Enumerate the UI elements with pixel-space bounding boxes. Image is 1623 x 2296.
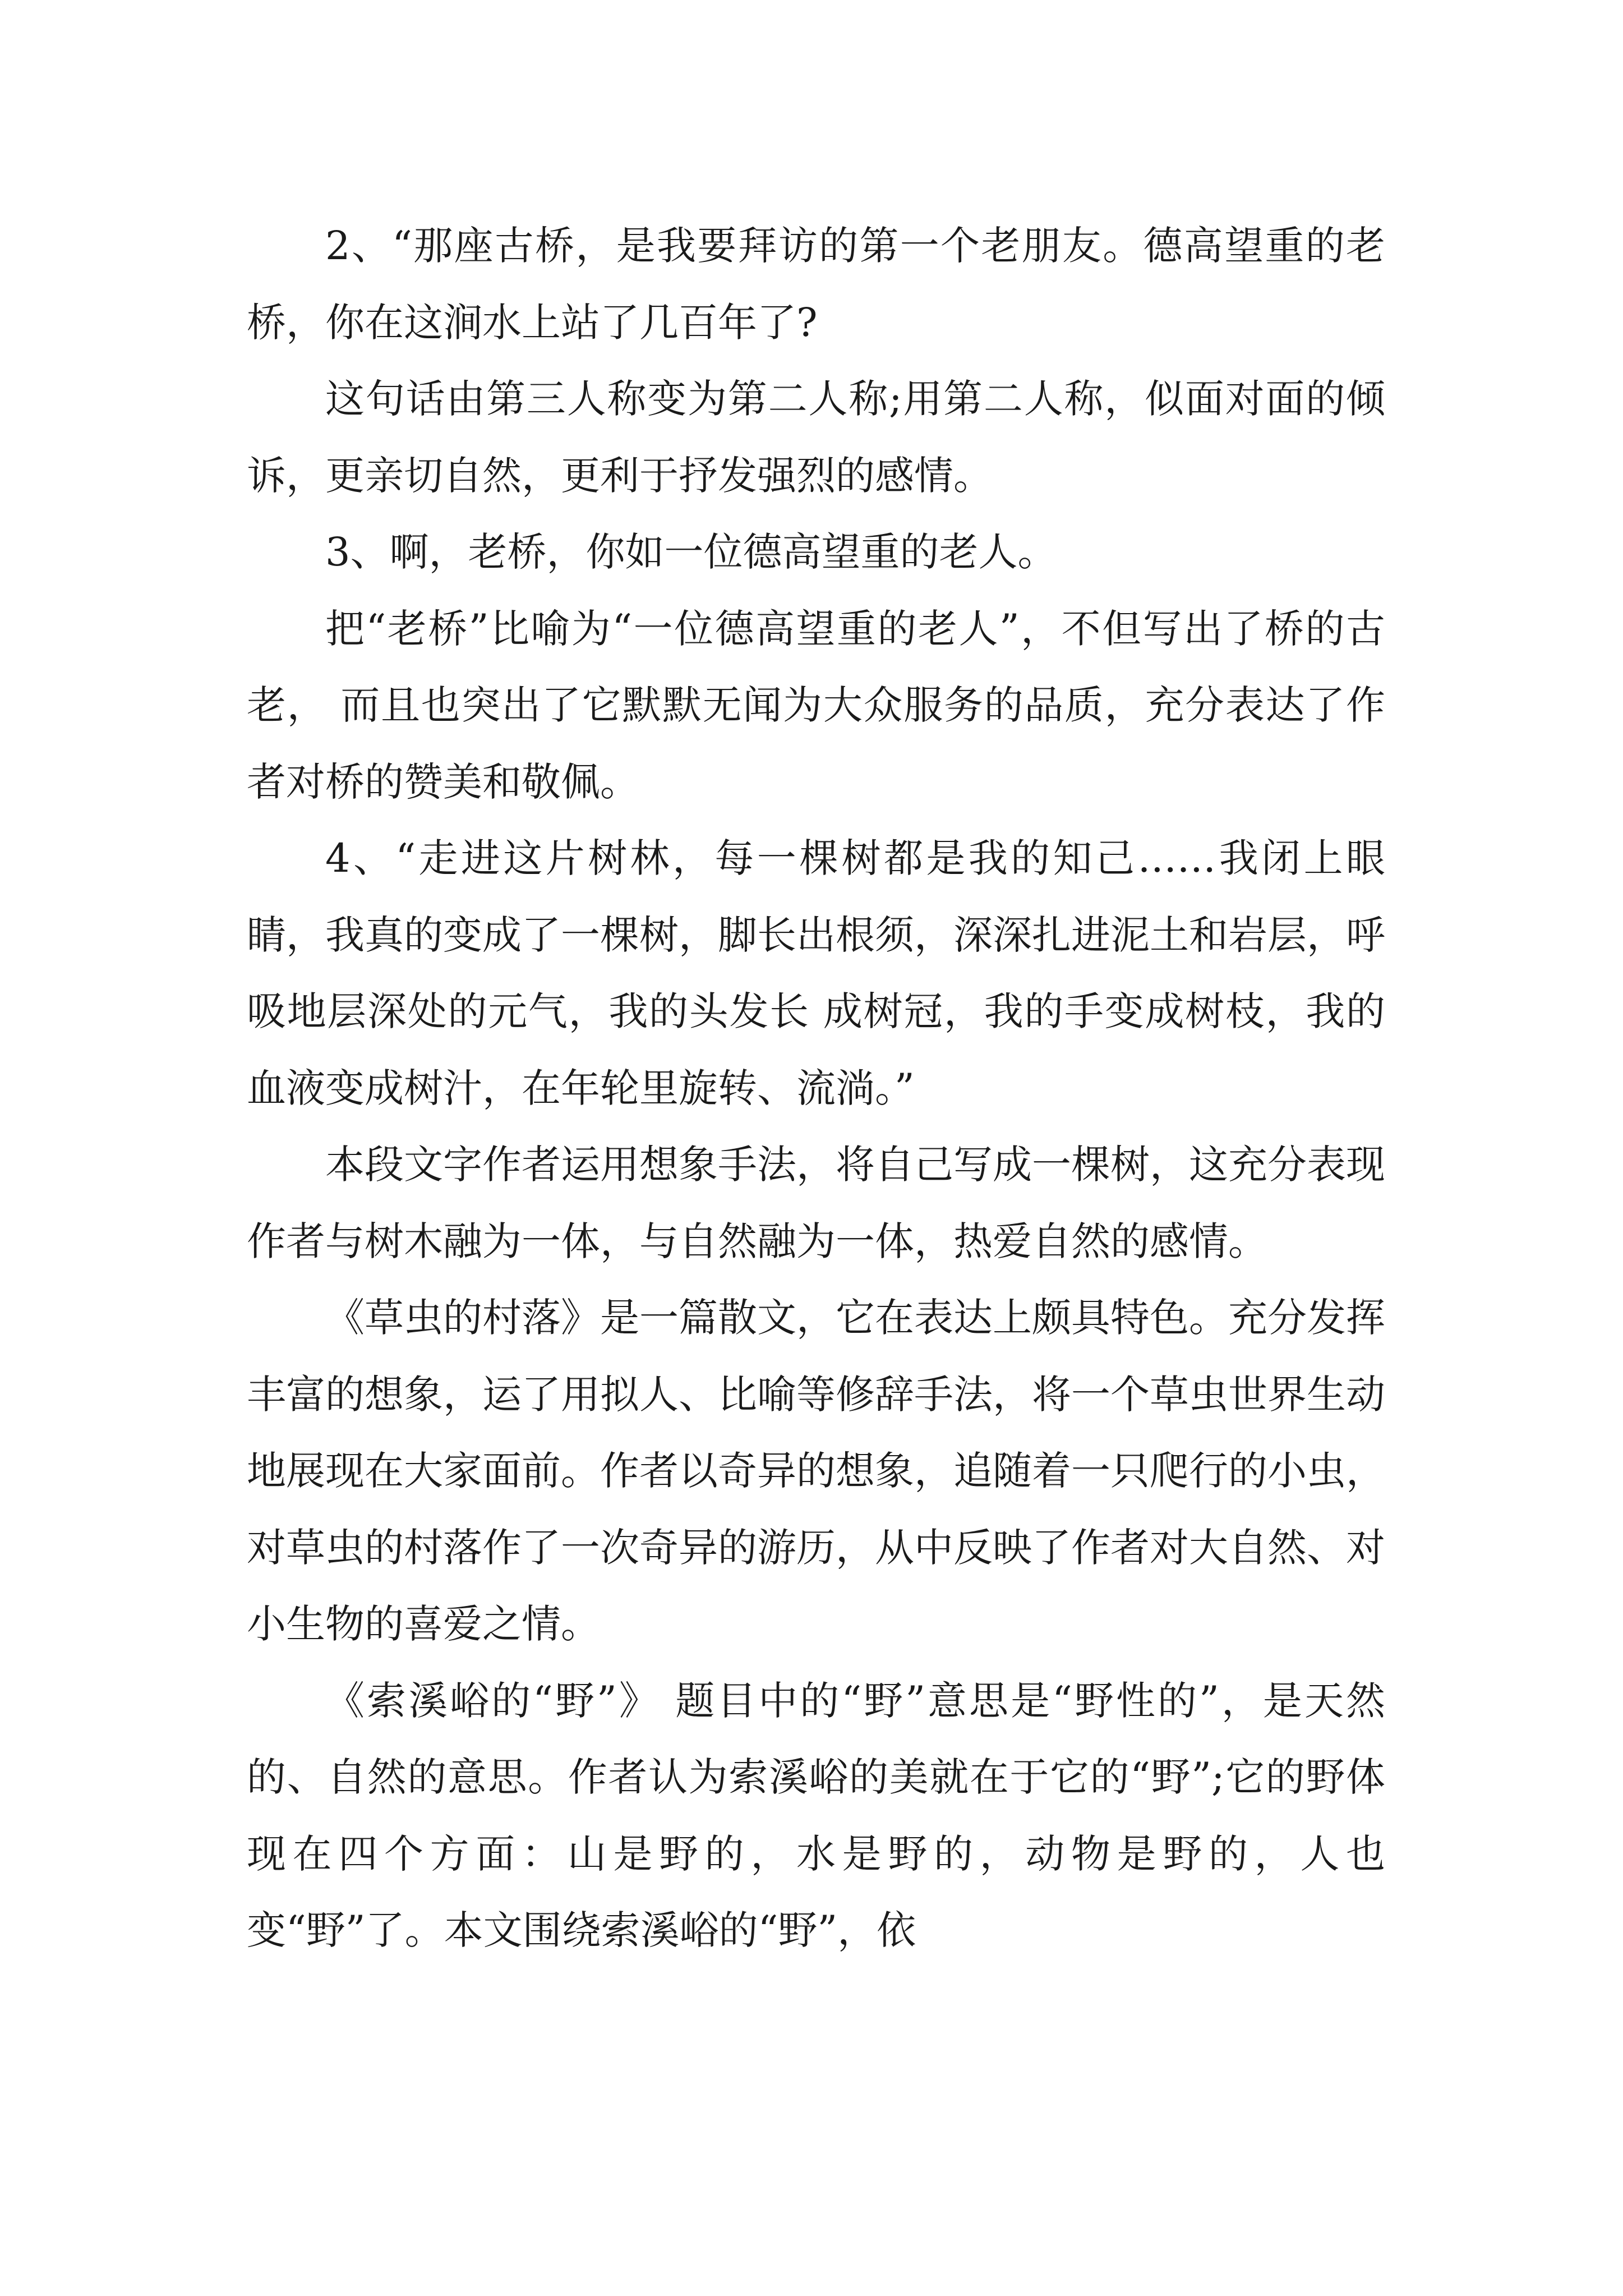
paragraph-insect-village: 《草虫的村落》是一篇散文，它在表达上颇具特色。充分发挥丰富的想象，运了用拟人、比喻等修辞手法，将一个草虫世界生动地展现在大家面前。作者以奇异的想象，追随着一只爬行的小虫，对草虫的村落作了一次奇异的游历，从中反映了作者对大自然、对小生物的喜爱之情。 [247,1295,1385,1647]
paragraph-metaphor-analysis: 把“老桥”比喻为“一位德高望重的老人”，不但写出了桥的古老， 而且也突出了它默默无闻为大众服务的品质，充分表达了作者对桥的赞美和敬佩。 [247,605,1385,805]
paragraph-quote-old-man: 3、啊，老桥，你如一位德高望重的老人。 [325,529,1057,575]
document-body [247,208,1385,1969]
paragraph-second-person-analysis: 这句话由第三人称变为第二人称;用第二人称，似面对面的倾诉，更亲切自然，更利于抒发强烈的感情。 [247,376,1385,499]
paragraph-quote-old-bridge: 2、“那座古桥，是我要拜访的第一个老朋友。德高望重的老桥，你在这涧水上站了几百年了? [247,223,1385,346]
paragraph-quote-forest: 4、“走进这片树林，每一棵树都是我的知己……我闭上眼睛，我真的变成了一棵树，脚长出根须，深深扎进泥土和岩层，呼吸地层深处的元气，我的头发长 成树冠，我的手变成树枝，我的血液变成树汁，在年轮里旋转、流淌。” [247,835,1385,1111]
paragraph-imagination-analysis: 本段文字作者运用想象手法，将自己写成一棵树，这充分表现作者与树木融为一体，与自然融为一体，热爱自然的感情。 [247,1142,1385,1264]
paragraph-suoxiyu-wild: 《索溪峪的“野”》 题目中的“野”意思是“野性的”，是天然的、自然的意思。作者认为索溪峪的美就在于它的“野”;它的野体现在四个方面：山是野的，水是野的，动物是野的，人也变“野”了。本文围绕索溪峪的“野”，依 [247,1677,1385,1953]
